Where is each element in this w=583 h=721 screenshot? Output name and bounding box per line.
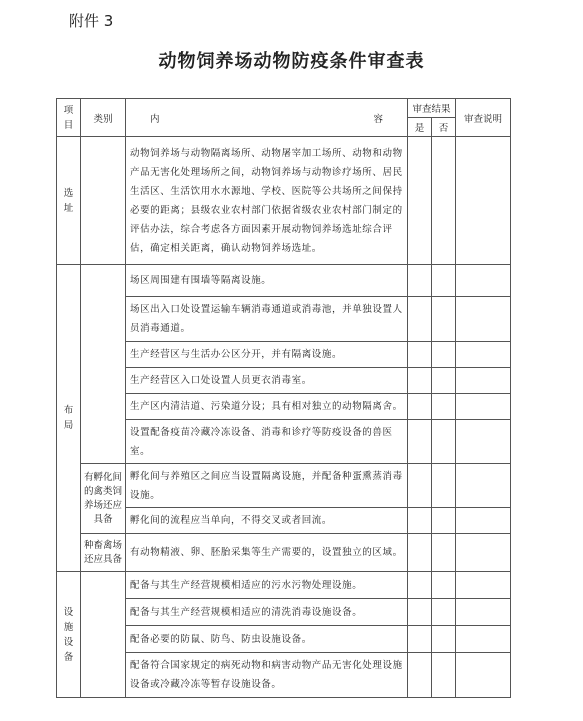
check-yes-cell[interactable] bbox=[408, 572, 432, 599]
check-yes-cell[interactable] bbox=[408, 464, 432, 508]
note-cell[interactable] bbox=[456, 534, 511, 572]
hatch-category: 有孵化间的禽类饲养场还应具备 bbox=[81, 464, 126, 534]
note-cell[interactable] bbox=[456, 626, 511, 653]
header-result: 审查结果 bbox=[408, 99, 456, 118]
table-row bbox=[57, 508, 511, 534]
header-item-line2: 目 bbox=[63, 119, 74, 131]
check-no-cell[interactable] bbox=[432, 342, 456, 368]
check-yes-cell[interactable] bbox=[408, 368, 432, 394]
header-content-left: 内 bbox=[150, 113, 160, 125]
table-row bbox=[57, 599, 511, 626]
page-title: 动物饲养场动物防疫条件审查表 bbox=[158, 51, 425, 72]
table-row bbox=[57, 342, 511, 368]
check-yes-cell[interactable] bbox=[408, 599, 432, 626]
header-note: 审查说明 bbox=[456, 99, 511, 137]
header-item bbox=[57, 99, 81, 137]
facility-item: 配备必要的防鼠、防鸟、防虫设施设备。 bbox=[126, 626, 408, 653]
section-facility-label-4: 备 bbox=[63, 651, 74, 663]
note-cell[interactable] bbox=[456, 297, 511, 342]
check-yes-cell[interactable] bbox=[408, 534, 432, 572]
section-site-label-1: 选 bbox=[63, 187, 74, 199]
header-no: 否 bbox=[432, 118, 456, 137]
check-yes-cell[interactable] bbox=[408, 137, 432, 265]
header-category: 类别 bbox=[81, 99, 126, 137]
note-cell[interactable] bbox=[456, 464, 511, 508]
facility-item: 配备符合国家规定的病死动物和病害动物产品无害化处理设施设备或冷藏冷冻等暂存设施设备。 bbox=[126, 653, 408, 698]
header-item-line1: 项 bbox=[63, 104, 74, 116]
table-row bbox=[57, 368, 511, 394]
check-yes-cell[interactable] bbox=[408, 297, 432, 342]
table-row bbox=[57, 265, 511, 297]
section-site-label bbox=[57, 137, 81, 265]
check-no-cell[interactable] bbox=[432, 464, 456, 508]
breeding-category: 种畜禽场还应具备 bbox=[81, 534, 126, 572]
table-row bbox=[57, 137, 511, 265]
facility-category bbox=[81, 572, 126, 698]
check-no-cell[interactable] bbox=[432, 534, 456, 572]
check-no-cell[interactable] bbox=[432, 599, 456, 626]
layout-general-category bbox=[81, 265, 126, 464]
check-no-cell[interactable] bbox=[432, 297, 456, 342]
check-yes-cell[interactable] bbox=[408, 342, 432, 368]
facility-item: 配备与其生产经营规模相适应的污水污物处理设施。 bbox=[126, 572, 408, 599]
note-cell[interactable] bbox=[456, 368, 511, 394]
check-no-cell[interactable] bbox=[432, 368, 456, 394]
check-no-cell[interactable] bbox=[432, 265, 456, 297]
layout-item: 生产经营区入口处设置人员更衣消毒室。 bbox=[126, 368, 408, 394]
check-no-cell[interactable] bbox=[432, 626, 456, 653]
section-facility-label-1: 设 bbox=[63, 606, 74, 618]
check-yes-cell[interactable] bbox=[408, 394, 432, 420]
check-yes-cell[interactable] bbox=[408, 420, 432, 464]
note-cell[interactable] bbox=[456, 394, 511, 420]
section-layout-label-2: 局 bbox=[63, 420, 74, 431]
table-row bbox=[57, 653, 511, 698]
breeding-item: 有动物精液、卵、胚胎采集等生产需要的，设置独立的区域。 bbox=[126, 534, 408, 572]
note-cell[interactable] bbox=[456, 420, 511, 464]
note-cell[interactable] bbox=[456, 265, 511, 297]
inspection-table bbox=[56, 98, 511, 698]
table-row bbox=[57, 420, 511, 464]
site-content: 动物饲养场与动物隔离场所、动物屠宰加工场所、动物和动物产品无害化处理场所之间，动物饲养场与动物诊疗场所、居民生活区、生活饮用水水源地、学校、医院等公共场所之间保持必要的距离；县级农业农村部门依据省级农业农村部门制定的评估办法，综合考虑各方面因素开展动物饲养场选址综合评估，确定相关距离，确认动物饲养场选址。 bbox=[126, 137, 408, 265]
hatch-item: 孵化间的流程应当单向，不得交叉或者回流。 bbox=[126, 508, 408, 534]
check-no-cell[interactable] bbox=[432, 572, 456, 599]
layout-item: 设置配备疫苗冷藏冷冻设备、消毒和诊疗等防疫设备的兽医室。 bbox=[126, 420, 408, 464]
layout-item: 生产经营区与生活办公区分开，并有隔离设施。 bbox=[126, 342, 408, 368]
check-yes-cell[interactable] bbox=[408, 265, 432, 297]
header-yes: 是 bbox=[408, 118, 432, 137]
note-cell[interactable] bbox=[456, 508, 511, 534]
layout-item: 场区出入口处设置运输车辆消毒通道或消毒池，并单独设置人员消毒通道。 bbox=[126, 297, 408, 342]
table-row bbox=[57, 297, 511, 342]
check-no-cell[interactable] bbox=[432, 137, 456, 265]
section-site-label-2: 址 bbox=[63, 202, 74, 214]
check-yes-cell[interactable] bbox=[408, 653, 432, 698]
header-content-right: 容 bbox=[373, 113, 383, 125]
layout-item: 生产区内清洁道、污染道分设；具有相对独立的动物隔离舍。 bbox=[126, 394, 408, 420]
check-no-cell[interactable] bbox=[432, 508, 456, 534]
check-no-cell[interactable] bbox=[432, 653, 456, 698]
header-content bbox=[126, 99, 408, 137]
facility-item: 配备与其生产经营规模相适应的清洗消毒设施设备。 bbox=[126, 599, 408, 626]
check-yes-cell[interactable] bbox=[408, 626, 432, 653]
note-cell[interactable] bbox=[456, 572, 511, 599]
section-layout-label bbox=[57, 265, 81, 572]
section-facility-label bbox=[57, 572, 81, 698]
site-category-cell bbox=[81, 137, 126, 265]
note-cell[interactable] bbox=[456, 653, 511, 698]
section-facility-label-3: 设 bbox=[63, 636, 74, 648]
layout-item: 场区周围建有围墙等隔离设施。 bbox=[126, 265, 408, 297]
annex-label: 附件 3 bbox=[69, 12, 114, 30]
table-row bbox=[57, 464, 511, 508]
table-row bbox=[57, 394, 511, 420]
note-cell[interactable] bbox=[456, 137, 511, 265]
table-row bbox=[57, 626, 511, 653]
hatch-item: 孵化间与养殖区之间应当设置隔离设施，并配备种蛋熏蒸消毒设施。 bbox=[126, 464, 408, 508]
section-layout-label-1: 布 bbox=[63, 405, 74, 416]
header-row-1 bbox=[57, 99, 511, 118]
check-no-cell[interactable] bbox=[432, 394, 456, 420]
check-no-cell[interactable] bbox=[432, 420, 456, 464]
table-row bbox=[57, 572, 511, 599]
note-cell[interactable] bbox=[456, 599, 511, 626]
section-facility-label-2: 施 bbox=[63, 621, 74, 633]
note-cell[interactable] bbox=[456, 342, 511, 368]
table-row bbox=[57, 534, 511, 572]
check-yes-cell[interactable] bbox=[408, 508, 432, 534]
